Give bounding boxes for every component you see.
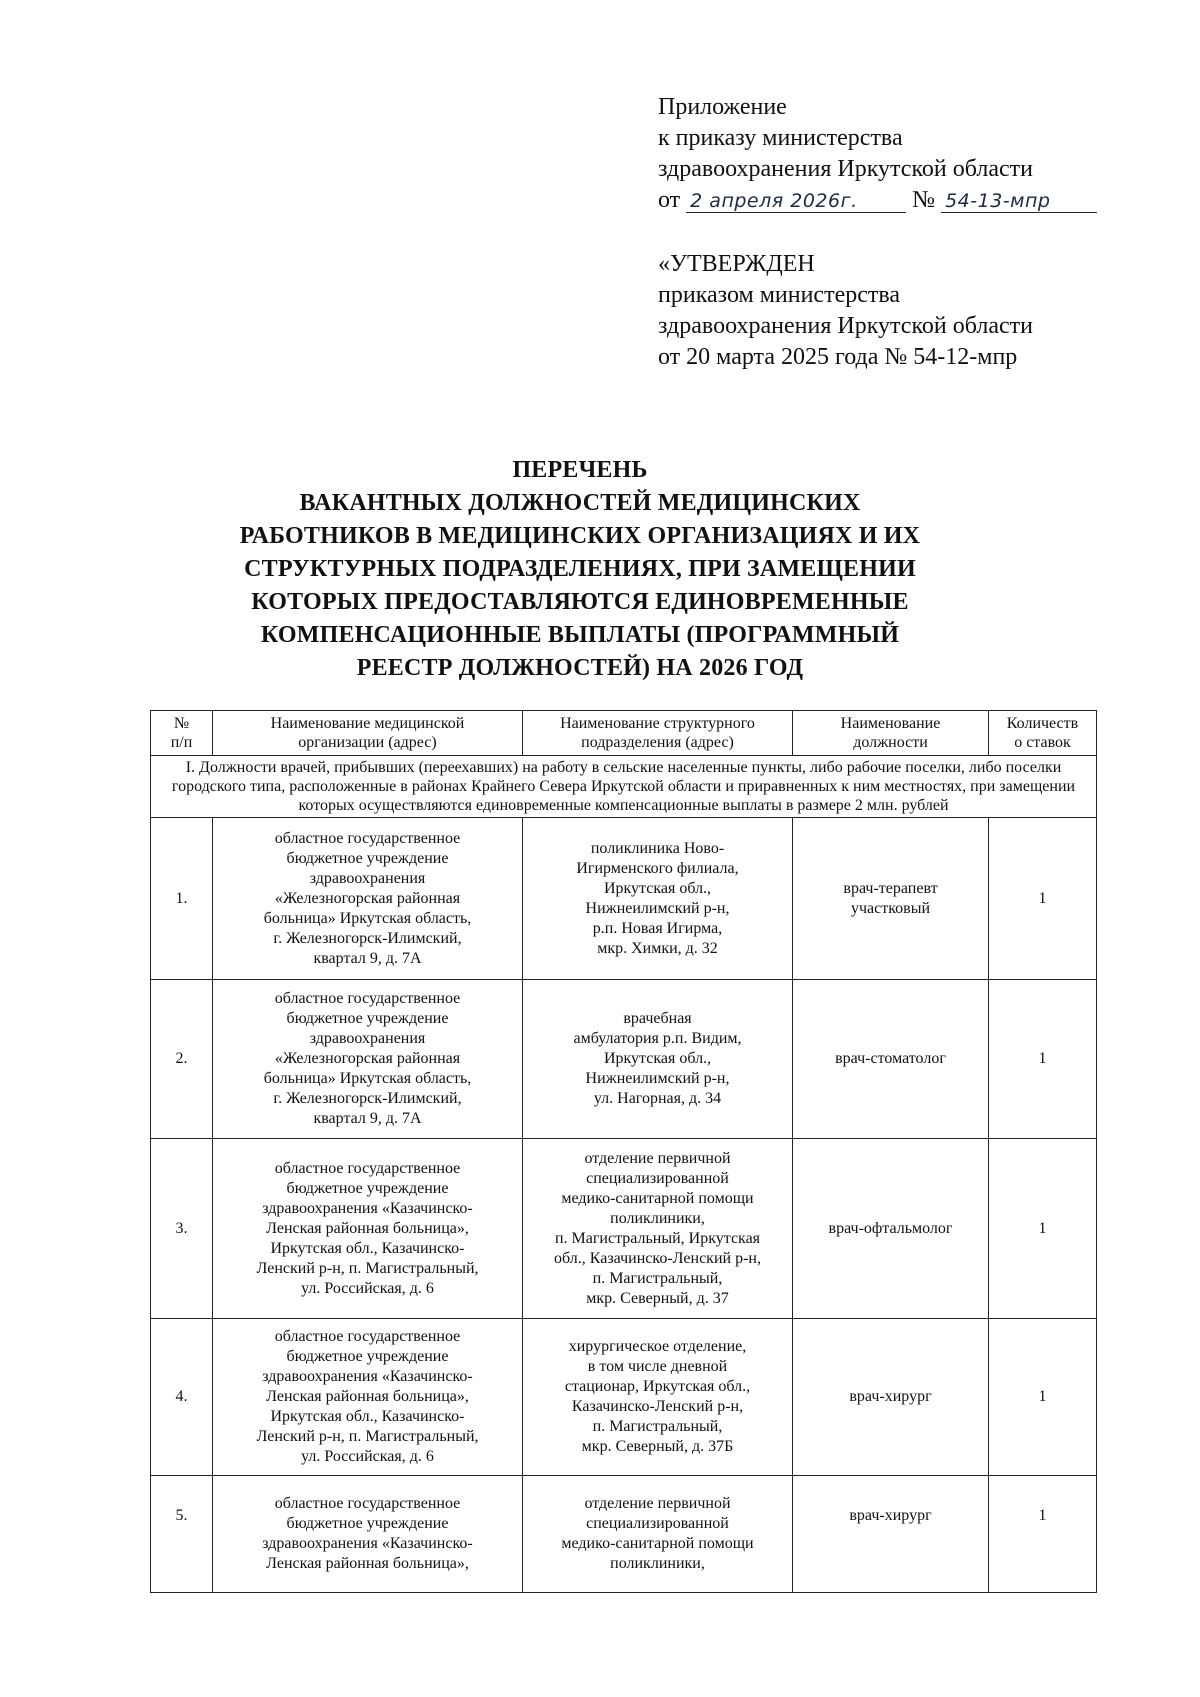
row-org: областное государственное бюджетное учреждение здравоохранения «Казачинско- Ленская районная больница», [213, 1476, 523, 1593]
appendix-line-3: здравоохранения Иркутской области [658, 156, 1033, 182]
title-line-1: ПЕРЕЧЕНЬ [512, 457, 648, 483]
table-row [151, 980, 1097, 1139]
approval-block [658, 249, 1178, 373]
number-prefix: № [912, 187, 936, 213]
approval-line-3: здравоохранения Иркутской области [658, 313, 1033, 339]
title-line-2: ВАКАНТНЫХ ДОЛЖНОСТЕЙ МЕДИЦИНСКИХ [299, 490, 861, 516]
row-unit: отделение первичной специализированной медико-санитарной помощи поликлиники, [523, 1476, 793, 1593]
header-position: Наименование должности [793, 711, 989, 756]
approval-line-4: от 20 марта 2025 года № 54-12-мпр [658, 344, 1018, 370]
row-num: 3. [151, 1139, 213, 1319]
row-unit: хирургическое отделение, в том числе дневной стационар, Иркутская обл., Казачинско-Ленский р-н, п. Магистральный, мкр. Северный, д. 37Б [523, 1319, 793, 1476]
title-line-7: РЕЕСТР ДОЛЖНОСТЕЙ) НА 2026 ГОД [356, 655, 804, 681]
row-num: 4. [151, 1319, 213, 1476]
row-org: областное государственное бюджетное учреждение здравоохранения «Железногорская районная больница» Иркутская область, г. Железногорск-Илимский, квартал 9, д. 7А [213, 980, 523, 1139]
row-num: 2. [151, 980, 213, 1139]
title-line-3: РАБОТНИКОВ В МЕДИЦИНСКИХ ОРГАНИЗАЦИЯХ И ИХ [239, 523, 921, 549]
approval-line-1: «УТВЕРЖДЕН [658, 251, 815, 277]
row-count: 1 [989, 980, 1097, 1139]
header-org: Наименование медицинской организации (адрес) [213, 711, 523, 756]
appendix-line-1: Приложение [658, 94, 787, 120]
row-num: 1. [151, 818, 213, 980]
title-line-6: КОМПЕНСАЦИОННЫЕ ВЫПЛАТЫ (ПРОГРАММНЫЙ [260, 622, 900, 648]
table-row [151, 1139, 1097, 1319]
document-title [150, 454, 1010, 685]
handwritten-date: 2 апреля 2026г. [686, 190, 906, 213]
appendix-date-line [658, 185, 1178, 216]
header-count: Количеств о ставок [989, 711, 1097, 756]
table-row [151, 1319, 1097, 1476]
row-position: врач-хирург [793, 1476, 989, 1593]
title-line-4: СТРУКТУРНЫХ ПОДРАЗДЕЛЕНИЯХ, ПРИ ЗАМЕЩЕНИИ [244, 556, 916, 582]
row-count: 1 [989, 1319, 1097, 1476]
section-1-heading: I. Должности врачей, прибывших (переехавших) на работу в сельские населенные пункты, либо рабочие поселки, либо поселки городского типа, расположенные в районах Крайнего Севера Иркутской области и приравненных к ним местностях, при замещении которых осуществляются единовременные компенсационные выплаты в размере 2 млн. рублей [151, 756, 1097, 818]
approval-line-2: приказом министерства [658, 282, 901, 308]
row-unit: поликлиника Ново- Игирменского филиала, Иркутская обл., Нижнеилимский р-н, р.п. Новая Игирма, мкр. Химки, д. 32 [523, 818, 793, 980]
date-prefix: от [658, 187, 681, 213]
header-num: № п/п [151, 711, 213, 756]
row-position: врач-терапевт участковый [793, 818, 989, 980]
row-unit: врачебная амбулатория р.п. Видим, Иркутская обл., Нижнеилимский р-н, ул. Нагорная, д. 34 [523, 980, 793, 1139]
appendix-block [658, 92, 1178, 216]
row-num: 5. [151, 1476, 213, 1593]
section-row [151, 756, 1097, 818]
header-unit: Наименование структурного подразделения (адрес) [523, 711, 793, 756]
table-row [151, 818, 1097, 980]
row-position: врач-стоматолог [793, 980, 989, 1139]
appendix-line-2: к приказу министерства [658, 125, 903, 151]
row-unit: отделение первичной специализированной медико-санитарной помощи поликлиники, п. Магистральный, Иркутская обл., Казачинско-Ленский р-н, п. Магистральный, мкр. Северный, д. 37 [523, 1139, 793, 1319]
row-count: 1 [989, 1476, 1097, 1593]
handwritten-number: 54-13-мпр [941, 190, 1097, 213]
row-org: областное государственное бюджетное учреждение здравоохранения «Железногорская районная больница» Иркутская область, г. Железногорск-Илимский, квартал 9, д. 7А [213, 818, 523, 980]
row-count: 1 [989, 1139, 1097, 1319]
row-count: 1 [989, 818, 1097, 980]
row-position: врач-офтальмолог [793, 1139, 989, 1319]
table-row [151, 1476, 1097, 1593]
title-line-5: КОТОРЫХ ПРЕДОСТАВЛЯЮТСЯ ЕДИНОВРЕМЕННЫЕ [251, 589, 909, 615]
row-position: врач-хирург [793, 1319, 989, 1476]
table-header-row [151, 711, 1097, 756]
row-org: областное государственное бюджетное учреждение здравоохранения «Казачинско- Ленская районная больница», Иркутская обл., Казачинско- Ленский р-н, п. Магистральный, ул. Российская, д. 6 [213, 1139, 523, 1319]
row-org: областное государственное бюджетное учреждение здравоохранения «Казачинско- Ленская районная больница», Иркутская обл., Казачинско- Ленский р-н, п. Магистральный, ул. Российская, д. 6 [213, 1319, 523, 1476]
registry-table [150, 710, 1097, 1593]
